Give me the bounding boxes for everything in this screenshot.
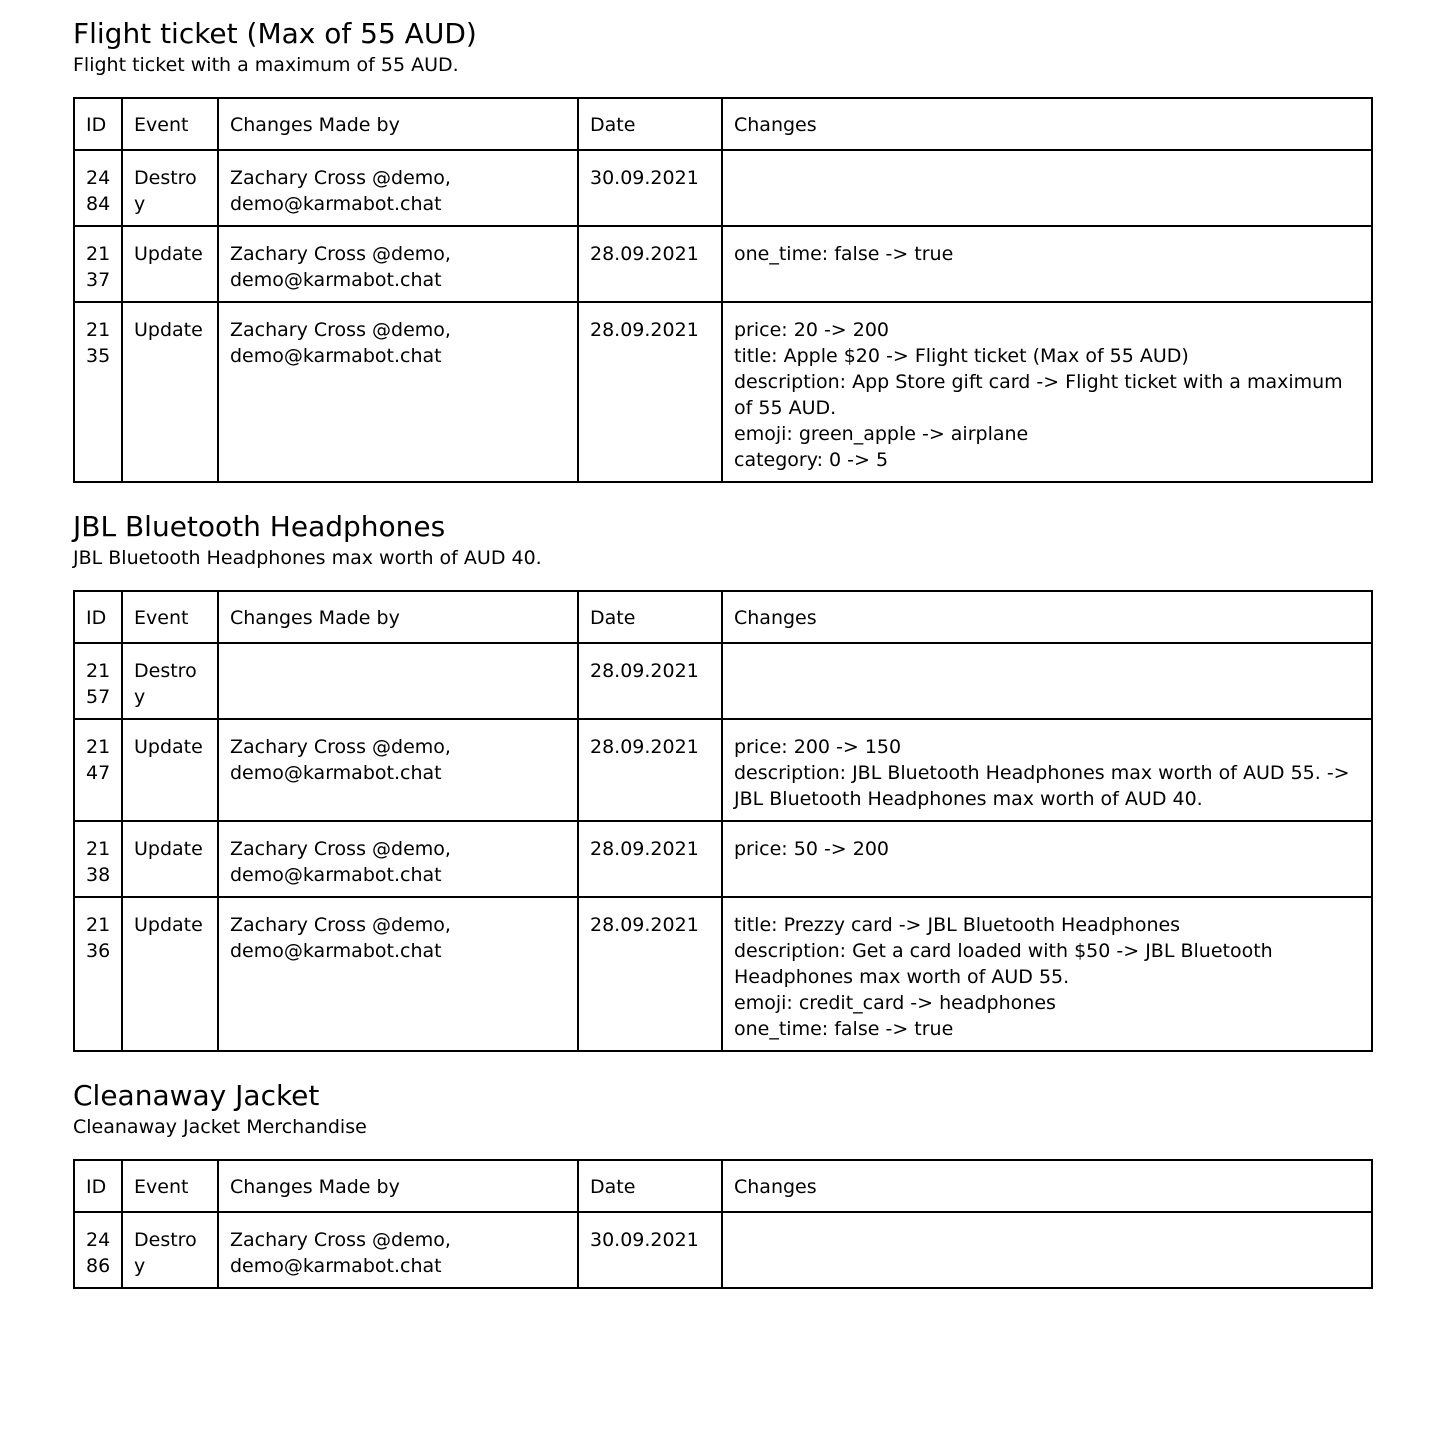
header-changes: Changes xyxy=(722,1160,1372,1212)
cell-changes xyxy=(722,821,1372,897)
table-header-row xyxy=(74,98,1372,150)
table-row xyxy=(74,643,1372,719)
author-name: Zachary Cross @demo, xyxy=(230,736,451,758)
header-id: ID xyxy=(74,98,122,150)
cell-event: Update xyxy=(122,719,218,821)
author-email: demo@karmabot.chat xyxy=(230,762,442,784)
change-line: one_time: false -> true xyxy=(734,1018,954,1040)
change-line: price: 50 -> 200 xyxy=(734,838,890,860)
section-title: Cleanaway Jacket xyxy=(73,1079,320,1112)
change-line: price: 200 -> 150 xyxy=(734,736,902,758)
header-changes: Changes xyxy=(722,591,1372,643)
cell-id: 2138 xyxy=(74,821,122,897)
section-jbl-headphones xyxy=(73,509,1371,1052)
author-name: Zachary Cross @demo, xyxy=(230,838,451,860)
table-header-row xyxy=(74,591,1372,643)
table-header-row xyxy=(74,1160,1372,1212)
cell-changes xyxy=(722,150,1372,226)
change-line: title: Prezzy card -> JBL Bluetooth Headphones xyxy=(734,914,1181,936)
change-line: description: JBL Bluetooth Headphones max worth of AUD 55. -> JBL Bluetooth Headphones max worth of AUD 40. xyxy=(734,762,1350,810)
author-email: demo@karmabot.chat xyxy=(230,940,442,962)
cell-date: 30.09.2021 xyxy=(578,1212,722,1288)
cell-date: 28.09.2021 xyxy=(578,719,722,821)
change-line: description: Get a card loaded with $50 -> JBL Bluetooth Headphones max worth of AUD 55. xyxy=(734,940,1273,988)
cell-id: 2135 xyxy=(74,302,122,482)
cell-id: 2147 xyxy=(74,719,122,821)
cell-changes xyxy=(722,643,1372,719)
header-date: Date xyxy=(578,591,722,643)
author-name: Zachary Cross @demo, xyxy=(230,319,451,341)
cell-changes-made-by xyxy=(218,897,578,1051)
author-email: demo@karmabot.chat xyxy=(230,345,442,367)
header-date: Date xyxy=(578,98,722,150)
header-changes: Changes xyxy=(722,98,1372,150)
cell-date: 30.09.2021 xyxy=(578,150,722,226)
cell-changes xyxy=(722,897,1372,1051)
cell-id: 2157 xyxy=(74,643,122,719)
section-flight-ticket xyxy=(73,16,1371,483)
cell-changes xyxy=(722,1212,1372,1288)
change-line: price: 20 -> 200 xyxy=(734,319,890,341)
history-table xyxy=(73,97,1373,483)
cell-changes xyxy=(722,226,1372,302)
section-description: JBL Bluetooth Headphones max worth of AUD 40. xyxy=(73,547,542,569)
table-row xyxy=(74,719,1372,821)
author-name: Zachary Cross @demo, xyxy=(230,1229,451,1251)
header-id: ID xyxy=(74,1160,122,1212)
cell-event: Update xyxy=(122,226,218,302)
table-row xyxy=(74,821,1372,897)
cell-event: Update xyxy=(122,821,218,897)
change-line: title: Apple $20 -> Flight ticket (Max of 55 AUD) xyxy=(734,345,1189,367)
cell-date: 28.09.2021 xyxy=(578,226,722,302)
cell-id: 2484 xyxy=(74,150,122,226)
header-event: Event xyxy=(122,1160,218,1212)
table-row xyxy=(74,302,1372,482)
cell-changes-made-by xyxy=(218,643,578,719)
header-changes-made-by: Changes Made by xyxy=(218,591,578,643)
section-description: Flight ticket with a maximum of 55 AUD. xyxy=(73,54,459,76)
header-event: Event xyxy=(122,98,218,150)
cell-event: Destroy xyxy=(122,1212,218,1288)
table-row xyxy=(74,150,1372,226)
section-cleanaway-jacket xyxy=(73,1078,1371,1289)
author-name: Zachary Cross @demo, xyxy=(230,914,451,936)
change-line: emoji: credit_card -> headphones xyxy=(734,992,1056,1014)
table-row xyxy=(74,897,1372,1051)
header-id: ID xyxy=(74,591,122,643)
header-changes-made-by: Changes Made by xyxy=(218,98,578,150)
cell-date: 28.09.2021 xyxy=(578,897,722,1051)
cell-date: 28.09.2021 xyxy=(578,821,722,897)
header-date: Date xyxy=(578,1160,722,1212)
author-email: demo@karmabot.chat xyxy=(230,193,442,215)
change-line: emoji: green_apple -> airplane xyxy=(734,423,1029,445)
header-event: Event xyxy=(122,591,218,643)
cell-date: 28.09.2021 xyxy=(578,643,722,719)
author-email: demo@karmabot.chat xyxy=(230,1255,442,1277)
change-line: description: App Store gift card -> Flight ticket with a maximum of 55 AUD. xyxy=(734,371,1343,419)
author-name: Zachary Cross @demo, xyxy=(230,243,451,265)
cell-event: Update xyxy=(122,897,218,1051)
cell-changes-made-by xyxy=(218,226,578,302)
author-name: Zachary Cross @demo, xyxy=(230,167,451,189)
cell-changes-made-by xyxy=(218,1212,578,1288)
cell-id: 2137 xyxy=(74,226,122,302)
cell-changes xyxy=(722,302,1372,482)
cell-changes xyxy=(722,719,1372,821)
header-changes-made-by: Changes Made by xyxy=(218,1160,578,1212)
section-title: Flight ticket (Max of 55 AUD) xyxy=(73,17,477,50)
cell-changes-made-by xyxy=(218,719,578,821)
cell-event: Destroy xyxy=(122,643,218,719)
author-email: demo@karmabot.chat xyxy=(230,269,442,291)
cell-event: Destroy xyxy=(122,150,218,226)
section-title: JBL Bluetooth Headphones xyxy=(73,510,446,543)
change-line: one_time: false -> true xyxy=(734,243,954,265)
section-description: Cleanaway Jacket Merchandise xyxy=(73,1116,367,1138)
cell-event: Update xyxy=(122,302,218,482)
history-table xyxy=(73,590,1373,1052)
table-row xyxy=(74,1212,1372,1288)
cell-changes-made-by xyxy=(218,302,578,482)
cell-date: 28.09.2021 xyxy=(578,302,722,482)
cell-changes-made-by xyxy=(218,150,578,226)
history-table xyxy=(73,1159,1373,1289)
cell-id: 2136 xyxy=(74,897,122,1051)
cell-id: 2486 xyxy=(74,1212,122,1288)
cell-changes-made-by xyxy=(218,821,578,897)
change-line: category: 0 -> 5 xyxy=(734,449,889,471)
author-email: demo@karmabot.chat xyxy=(230,864,442,886)
table-row xyxy=(74,226,1372,302)
